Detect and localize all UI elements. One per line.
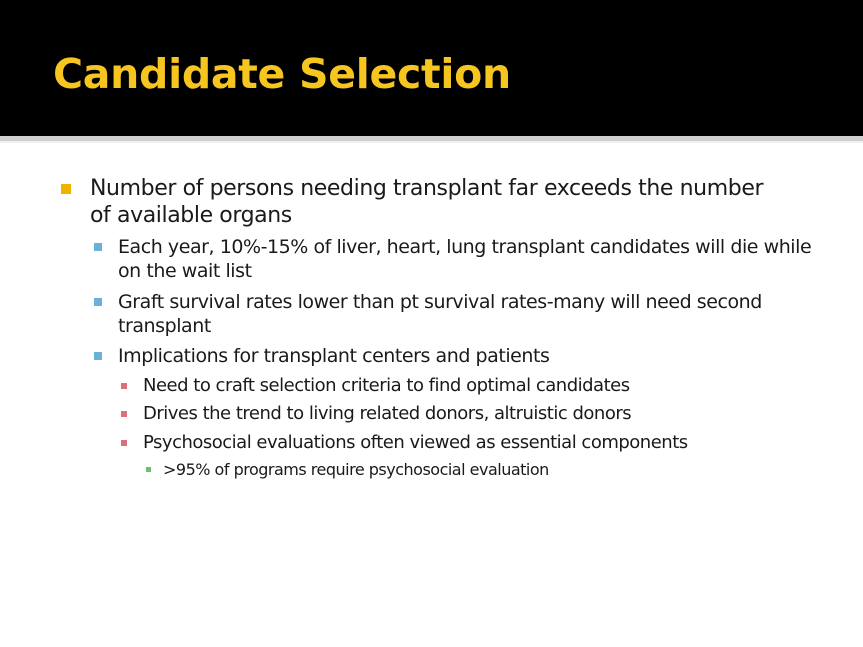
bullet-item [163,459,843,481]
square-bullet-icon [94,352,102,360]
bullet-item [118,235,818,283]
bullet-item [90,175,790,229]
bullet-item [118,290,818,338]
bullet-text: Implications for transplant centers and patients [118,345,550,367]
square-bullet-icon [94,298,102,306]
bullet-item [143,374,843,398]
square-bullet-icon [121,383,127,389]
bullet-text: Each year, 10%-15% of liver, heart, lung transplant candidates will die while on the wait list [118,236,812,282]
square-bullet-icon [61,184,71,194]
square-bullet-icon [146,467,151,472]
bullet-text: Drives the trend to living related donors, altruistic donors [143,403,632,424]
slide-title: Candidate Selection [53,50,511,98]
bullet-text: Graft survival rates lower than pt survival rates-many will need second transplant [118,291,762,337]
bullet-text: >95% of programs require psychosocial evaluation [163,460,549,479]
bullet-item [118,344,818,368]
square-bullet-icon [121,411,127,417]
bullet-item [143,431,843,455]
title-bar [0,0,863,136]
square-bullet-icon [121,440,127,446]
bullet-item [143,402,843,426]
bullet-text: Psychosocial evaluations often viewed as essential components [143,432,688,453]
bullet-text: Need to craft selection criteria to find optimal candidates [143,375,630,396]
bullet-text: Number of persons needing transplant far exceeds the number of available organs [90,176,764,228]
square-bullet-icon [94,243,102,251]
header-divider-highlight [0,141,863,143]
